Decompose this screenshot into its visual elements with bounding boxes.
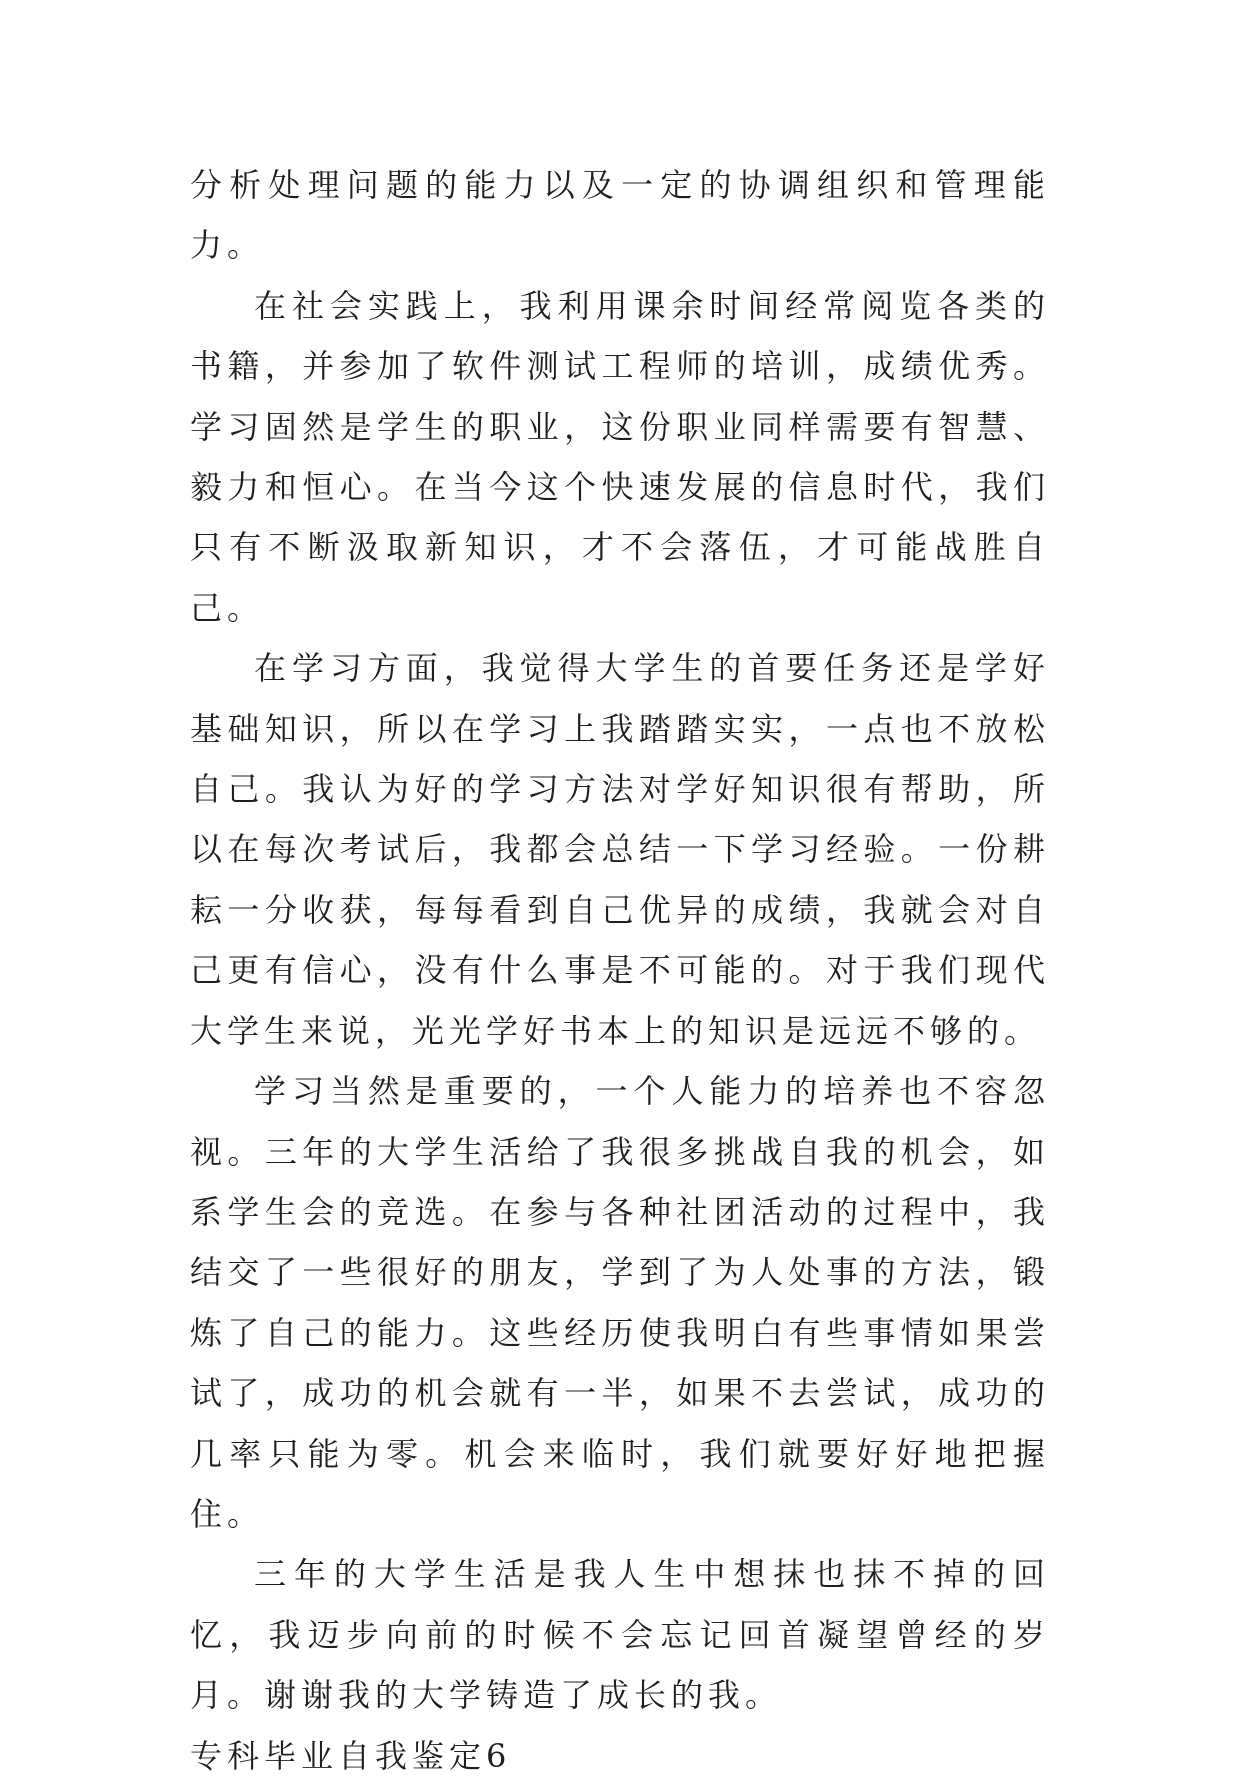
section-heading: 专科毕业自我鉴定6 xyxy=(190,1736,512,1775)
paragraph-1: 分析处理问题的能力以及一定的协调组织和管理能力。 xyxy=(190,166,1050,265)
paragraph-5: 三年的大学生活是我人生中想抹也抹不掉的回忆，我迈步向前的时候不会忘记回首凝望曾经的岁月。谢谢我的大学铸造了成长的我。 xyxy=(190,1555,1050,1715)
paragraph-2: 在社会实践上，我利用课余时间经常阅览各类的书籍，并参加了软件测试工程师的培训，成绩优秀。学习固然是学生的职业，这份职业同样需要有智慧、毅力和恒心。在当今这个快速发展的信息时代，我们只有不断汲取新知识，才不会落伍，才可能战胜自己。 xyxy=(190,286,1050,627)
paragraph-4: 学习当然是重要的，一个人能力的培养也不容忽视。三年的大学生活给了我很多挑战自我的机会，如系学生会的竞选。在参与各种社团活动的过程中，我结交了一些很好的朋友，学到了为人处事的方法，锻炼了自己的能力。这些经历使我明白有些事情如果尝试了，成功的机会就有一半，如果不去尝试，成功的几率只能为零。机会来临时，我们就要好好地把握住。 xyxy=(190,1072,1050,1533)
document-body xyxy=(190,155,1050,1786)
paragraph-3: 在学习方面，我觉得大学生的首要任务还是学好基础知识，所以在学习上我踏踏实实，一点也不放松自己。我认为好的学习方法对学好知识很有帮助，所以在每次考试后，我都会总结一下学习经验。一份耕耘一分收获，每每看到自己优异的成绩，我就会对自己更有信心，没有什么事是不可能的。对于我们现代大学生来说，光光学好书本上的知识是远远不够的。 xyxy=(190,649,1050,1050)
